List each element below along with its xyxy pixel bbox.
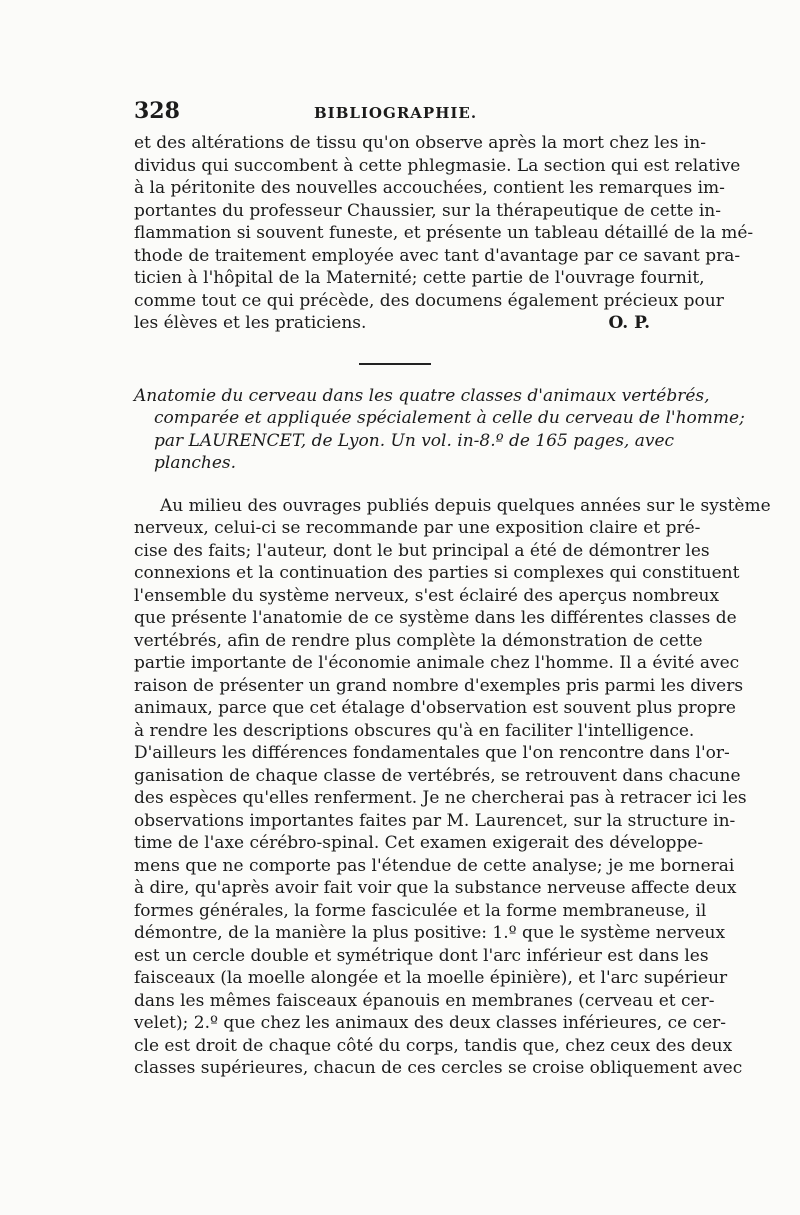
title-line: comparée et appliquée spécialement à celle du cerveau de l'homme; — [154, 408, 745, 428]
text-line: mens que ne comporte pas l'étendue de cette analyse; je me bornerai — [134, 855, 735, 876]
page-header — [134, 98, 656, 132]
text-line: l'ensemble du système nerveux, s'est éclairé des aperçus nombreux — [134, 585, 720, 606]
text-line: les élèves et les praticiens. — [134, 313, 367, 333]
text-line: classes supérieures, chacun de ces cercles se croise obliquement avec — [134, 1058, 743, 1078]
text-line: à dire, qu'après avoir fait voir que la substance nerveuse affecte deux — [134, 878, 737, 898]
section-divider — [359, 363, 431, 365]
text-line: à la péritonite des nouvelles accouchées, contient les remarques im- — [134, 178, 725, 198]
text-line: dividus qui succombent à cette phlegmasie. La section qui est relative — [134, 155, 741, 176]
text-line: et des altérations de tissu qu'on observe après la mort chez les in- — [134, 133, 706, 153]
text-line: vertébrés, afin de rendre plus complète la démonstration de cette — [134, 630, 703, 651]
text-line: ticien à l'hôpital de la Maternité; cette partie de l'ouvrage fournit, — [134, 268, 705, 288]
text-line: raison de présenter un grand nombre d'exemples pris parmi les divers — [134, 675, 744, 696]
review-title — [134, 385, 745, 475]
text-line: velet); 2.º que chez les animaux des deux classes inférieures, ce cer- — [134, 1013, 727, 1033]
text-line: animaux, parce que cet étalage d'observation est souvent plus propre — [134, 698, 736, 718]
text-line: dans les mêmes faisceaux épanouis en membranes (cerveau et cer- — [134, 990, 715, 1011]
page-number: 328 — [134, 98, 180, 124]
spacer — [134, 475, 656, 495]
text-line: que présente l'anatomie de ce système dans les différentes classes de — [134, 608, 737, 628]
text-line: D'ailleurs les différences fondamentales que l'on rencontre dans l'or- — [134, 743, 730, 763]
text-line: Au milieu des ouvrages publiés depuis quelques années sur le système — [160, 495, 771, 516]
text-line: cle est droit de chaque côté du corps, tandis que, chez ceux des deux — [134, 1035, 733, 1056]
text-line: des espèces qu'elles renferment. Je ne chercherai pas à retracer ici les — [134, 788, 747, 808]
title-line: planches. — [154, 453, 237, 473]
text-line: portantes du professeur Chaussier, sur la thérapeutique de cette in- — [134, 200, 721, 221]
text-line: flammation si souvent funeste, et présente un tableau détaillé de la mé- — [134, 223, 754, 243]
text-line: ganisation de chaque classe de vertébrés, se retrouvent dans chacune — [134, 765, 741, 786]
text-line: faisceaux (la moelle alongée et la moelle épinière), et l'arc supérieur — [134, 968, 728, 988]
closing-line — [134, 312, 656, 335]
text-line: connexions et la continuation des parties si complexes qui constituent — [134, 563, 740, 583]
title-line: par LAURENCET, de Lyon. Un vol. in-8.º de 165 pages, avec — [154, 430, 675, 451]
text-line: à rendre les descriptions obscures qu'à en faciliter l'intelligence. — [134, 720, 695, 741]
text-line: thode de traitement employée avec tant d'avantage par ce savant pra- — [134, 245, 741, 266]
text-column — [134, 98, 771, 1080]
previous-review-ending — [134, 132, 754, 335]
text-line: comme tout ce qui précède, des documens également précieux pour — [134, 290, 724, 311]
text-line: démontre, de la manière la plus positive: 1.º que le système nerveux — [134, 923, 726, 943]
title-line: Anatomie du cerveau dans les quatre classes d'animaux vertébrés, — [134, 385, 710, 406]
text-line: est un cercle double et symétrique dont l'arc inférieur est dans les — [134, 945, 709, 966]
text-line: formes générales, la forme fasciculée et la forme membraneuse, il — [134, 900, 707, 921]
text-line: cise des faits; l'auteur, dont le but principal a été de démontrer les — [134, 540, 710, 561]
text-line: partie importante de l'économie animale chez l'homme. Il a évité avec — [134, 653, 740, 673]
running-head: BIBLIOGRAPHIE. — [314, 104, 478, 122]
review-body — [134, 495, 771, 1080]
text-line: observations importantes faites par M. Laurencet, sur la structure in- — [134, 810, 736, 831]
text-line: nerveux, celui-ci se recommande par une exposition claire et pré- — [134, 518, 701, 538]
author-signature: O. P. — [608, 313, 650, 333]
text-line: time de l'axe cérébro-spinal. Cet examen exigerait des développe- — [134, 833, 704, 853]
